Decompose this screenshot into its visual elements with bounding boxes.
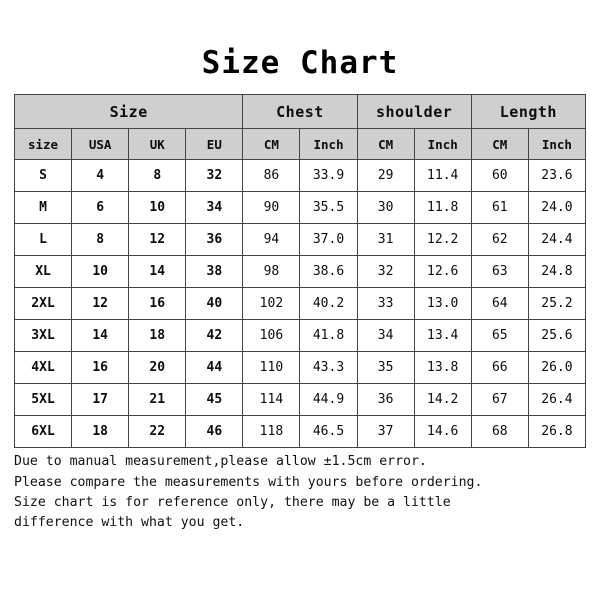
cell-chest-cm: 94 (243, 224, 300, 256)
table-group-header-row (15, 95, 586, 129)
table-row (15, 224, 586, 256)
note-line: Size chart is for reference only, there may be a little (14, 495, 451, 510)
group-header-chest: Chest (243, 95, 357, 129)
note-line: Due to manual measurement,please allow ±1.5cm error. (14, 454, 427, 470)
cell-chest-inch: 33.9 (300, 160, 357, 192)
cell-shoulder-cm: 36 (357, 384, 414, 416)
cell-length-inch: 26.0 (528, 352, 585, 384)
col-header-size: size (15, 129, 72, 160)
table-body (15, 160, 586, 448)
cell-usa: 8 (72, 224, 129, 256)
cell-usa: 18 (72, 416, 129, 448)
cell-chest-cm: 110 (243, 352, 300, 384)
cell-length-inch: 23.6 (528, 160, 585, 192)
cell-chest-inch: 40.2 (300, 288, 357, 320)
cell-eu: 38 (186, 256, 243, 288)
cell-shoulder-inch: 12.2 (414, 224, 471, 256)
cell-eu: 36 (186, 224, 243, 256)
cell-shoulder-inch: 12.6 (414, 256, 471, 288)
cell-usa: 12 (72, 288, 129, 320)
cell-usa: 16 (72, 352, 129, 384)
cell-chest-cm: 98 (243, 256, 300, 288)
table-header (15, 95, 586, 160)
table-row (15, 416, 586, 448)
cell-eu: 46 (186, 416, 243, 448)
col-header-chest-inch: Inch (300, 129, 357, 160)
cell-shoulder-inch: 11.4 (414, 160, 471, 192)
cell-chest-inch: 38.6 (300, 256, 357, 288)
cell-length-inch: 25.2 (528, 288, 585, 320)
cell-size: 2XL (15, 288, 72, 320)
cell-chest-cm: 102 (243, 288, 300, 320)
cell-chest-inch: 41.8 (300, 320, 357, 352)
table-row (15, 160, 586, 192)
cell-shoulder-cm: 32 (357, 256, 414, 288)
cell-length-cm: 65 (471, 320, 528, 352)
col-header-chest-cm: CM (243, 129, 300, 160)
cell-shoulder-inch: 14.6 (414, 416, 471, 448)
cell-shoulder-cm: 31 (357, 224, 414, 256)
cell-eu: 45 (186, 384, 243, 416)
table-row (15, 320, 586, 352)
cell-uk: 16 (129, 288, 186, 320)
col-header-uk: UK (129, 129, 186, 160)
cell-chest-inch: 37.0 (300, 224, 357, 256)
cell-size: 3XL (15, 320, 72, 352)
group-header-size: Size (15, 95, 243, 129)
cell-uk: 21 (129, 384, 186, 416)
cell-eu: 32 (186, 160, 243, 192)
cell-shoulder-cm: 30 (357, 192, 414, 224)
cell-length-cm: 67 (471, 384, 528, 416)
cell-shoulder-inch: 13.8 (414, 352, 471, 384)
note-line: Please compare the measurements with yours before ordering. (14, 474, 483, 490)
cell-size: S (15, 160, 72, 192)
cell-length-cm: 61 (471, 192, 528, 224)
cell-usa: 10 (72, 256, 129, 288)
cell-shoulder-cm: 33 (357, 288, 414, 320)
cell-size: 4XL (15, 352, 72, 384)
cell-chest-cm: 106 (243, 320, 300, 352)
col-header-length-cm: CM (471, 129, 528, 160)
cell-eu: 40 (186, 288, 243, 320)
cell-eu: 44 (186, 352, 243, 384)
cell-length-inch: 24.0 (528, 192, 585, 224)
cell-length-cm: 60 (471, 160, 528, 192)
table-sub-header-row (15, 129, 586, 160)
cell-length-inch: 25.6 (528, 320, 585, 352)
cell-chest-cm: 118 (243, 416, 300, 448)
cell-shoulder-inch: 13.4 (414, 320, 471, 352)
col-header-shoulder-inch: Inch (414, 129, 471, 160)
page-title: Size Chart (201, 45, 399, 81)
note-line: difference with what you get. (14, 515, 245, 531)
cell-chest-inch: 44.9 (300, 384, 357, 416)
cell-shoulder-cm: 29 (357, 160, 414, 192)
measurement-notes (14, 452, 586, 534)
cell-length-inch: 26.8 (528, 416, 585, 448)
cell-size: 6XL (15, 416, 72, 448)
cell-length-inch: 24.8 (528, 256, 585, 288)
col-header-usa: USA (72, 129, 129, 160)
col-header-eu: EU (186, 129, 243, 160)
group-header-length: Length (471, 95, 585, 129)
cell-length-cm: 68 (471, 416, 528, 448)
cell-chest-inch: 35.5 (300, 192, 357, 224)
cell-chest-cm: 90 (243, 192, 300, 224)
cell-chest-inch: 46.5 (300, 416, 357, 448)
cell-size: M (15, 192, 72, 224)
cell-shoulder-cm: 35 (357, 352, 414, 384)
cell-length-cm: 66 (471, 352, 528, 384)
cell-usa: 4 (72, 160, 129, 192)
cell-eu: 34 (186, 192, 243, 224)
cell-length-cm: 63 (471, 256, 528, 288)
table-row (15, 384, 586, 416)
cell-shoulder-inch: 11.8 (414, 192, 471, 224)
table-row (15, 256, 586, 288)
group-header-shoulder: shoulder (357, 95, 471, 129)
cell-usa: 17 (72, 384, 129, 416)
cell-chest-inch: 43.3 (300, 352, 357, 384)
cell-length-inch: 24.4 (528, 224, 585, 256)
table-row (15, 352, 586, 384)
cell-uk: 12 (129, 224, 186, 256)
cell-shoulder-cm: 34 (357, 320, 414, 352)
cell-size: L (15, 224, 72, 256)
cell-chest-cm: 86 (243, 160, 300, 192)
table-row (15, 192, 586, 224)
cell-uk: 10 (129, 192, 186, 224)
cell-uk: 14 (129, 256, 186, 288)
col-header-length-inch: Inch (528, 129, 585, 160)
cell-uk: 8 (129, 160, 186, 192)
cell-size: XL (15, 256, 72, 288)
cell-length-cm: 62 (471, 224, 528, 256)
col-header-shoulder-cm: CM (357, 129, 414, 160)
cell-uk: 18 (129, 320, 186, 352)
cell-usa: 14 (72, 320, 129, 352)
cell-shoulder-inch: 14.2 (414, 384, 471, 416)
cell-shoulder-inch: 13.0 (414, 288, 471, 320)
cell-length-cm: 64 (471, 288, 528, 320)
cell-usa: 6 (72, 192, 129, 224)
cell-eu: 42 (186, 320, 243, 352)
cell-uk: 20 (129, 352, 186, 384)
cell-size: 5XL (15, 384, 72, 416)
cell-length-inch: 26.4 (528, 384, 585, 416)
cell-shoulder-cm: 37 (357, 416, 414, 448)
table-row (15, 288, 586, 320)
cell-uk: 22 (129, 416, 186, 448)
cell-chest-cm: 114 (243, 384, 300, 416)
size-chart-table (14, 94, 586, 448)
